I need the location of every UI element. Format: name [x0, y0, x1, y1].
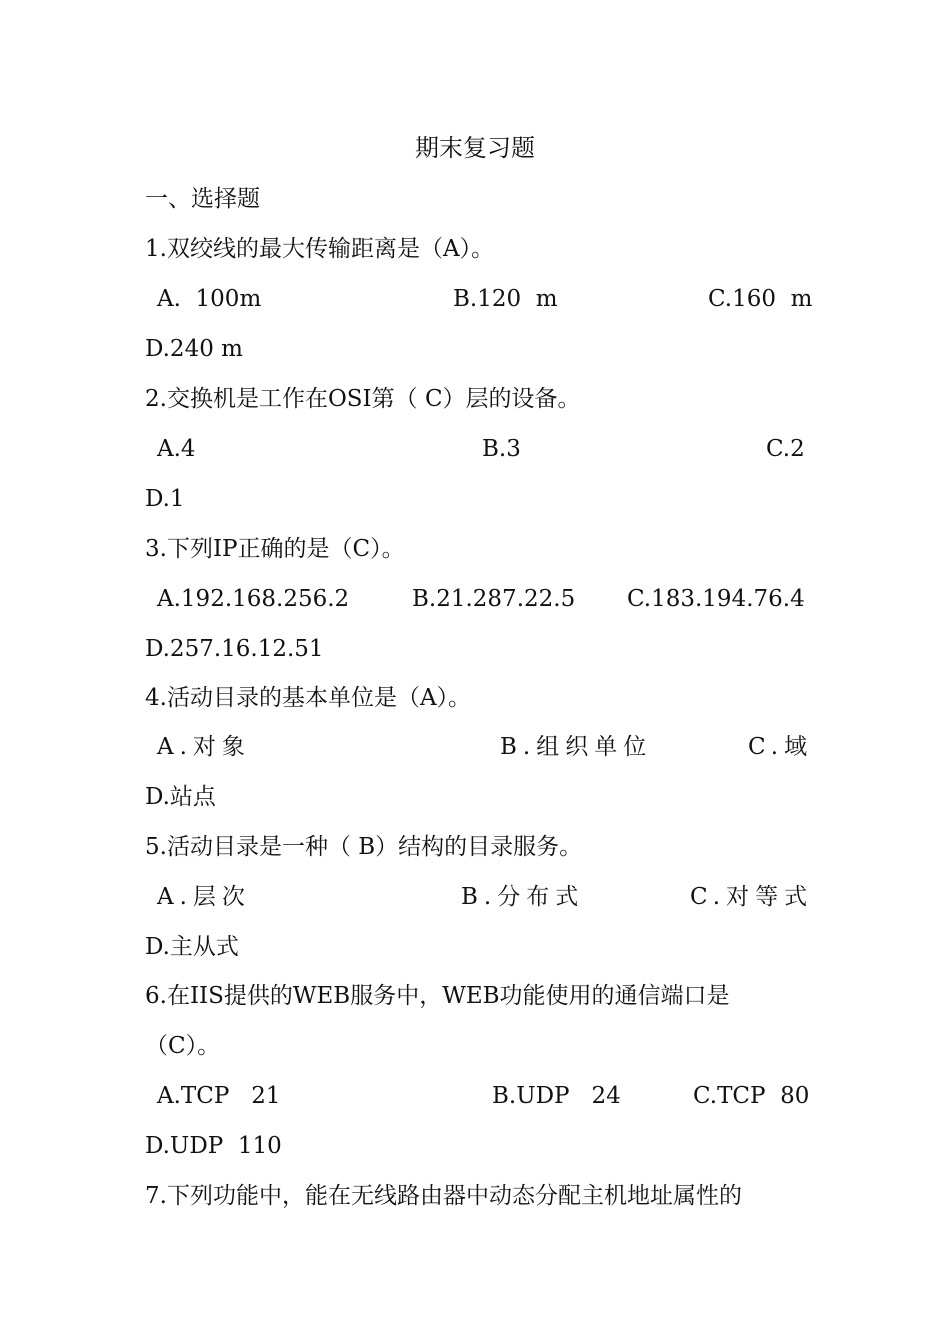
question-1-options [0, 281, 950, 317]
question-4-option-d: D.站点 [145, 784, 216, 810]
question-6-options [0, 1078, 950, 1114]
option-b: B.21.287.22.5 [412, 586, 576, 612]
page-title: 期末复习题 [415, 134, 535, 162]
question-1-stem: 1.双绞线的最大传输距离是（A）。 [145, 236, 495, 262]
option-c: C.2 [766, 436, 805, 462]
question-2-options [0, 431, 950, 467]
option-c: C.对等式 [690, 884, 814, 910]
option-b: B.3 [482, 436, 521, 462]
option-a: A. 100m [157, 286, 262, 312]
option-a: A.层次 [157, 884, 251, 910]
option-b: B.组织单位 [500, 734, 653, 760]
question-2-stem: 2.交换机是工作在OSI第（ C）层的设备。 [145, 386, 581, 412]
option-c: C.域 [748, 734, 814, 760]
section-heading: 一、选择题 [145, 186, 260, 212]
option-b: B.分布式 [461, 884, 585, 910]
question-2-option-d: D.1 [145, 486, 185, 512]
question-3-options [0, 581, 950, 617]
option-b: B.120 m [453, 286, 558, 312]
question-3-stem: 3.下列IP正确的是（C）。 [145, 536, 405, 562]
option-a: A.TCP 21 [157, 1083, 281, 1109]
question-1-option-d: D.240 m [145, 336, 243, 362]
option-a: A.对象 [157, 734, 251, 760]
option-a: A.4 [157, 436, 196, 462]
question-7-stem: 7.下列功能中，能在无线路由器中动态分配主机地址属性的 [145, 1183, 742, 1209]
question-4-options [0, 729, 950, 765]
question-5-stem: 5.活动目录是一种（ B）结构的目录服务。 [145, 834, 583, 860]
question-6-stem: 6.在IIS提供的WEB服务中，WEB功能使用的通信端口是 [145, 983, 730, 1009]
option-c: C.160 m [708, 286, 813, 312]
option-a: A.192.168.256.2 [157, 586, 350, 612]
question-6-stem-continued: （C）。 [145, 1033, 221, 1059]
question-5-options [0, 879, 950, 915]
option-c: C.TCP 80 [693, 1083, 810, 1109]
question-4-stem: 4.活动目录的基本单位是（A）。 [145, 685, 472, 711]
question-6-option-d: D.UDP 110 [145, 1133, 282, 1159]
option-c: C.183.194.76.4 [627, 586, 805, 612]
question-5-option-d: D.主从式 [145, 934, 239, 960]
question-3-option-d: D.257.16.12.51 [145, 636, 324, 662]
option-b: B.UDP 24 [492, 1083, 621, 1109]
